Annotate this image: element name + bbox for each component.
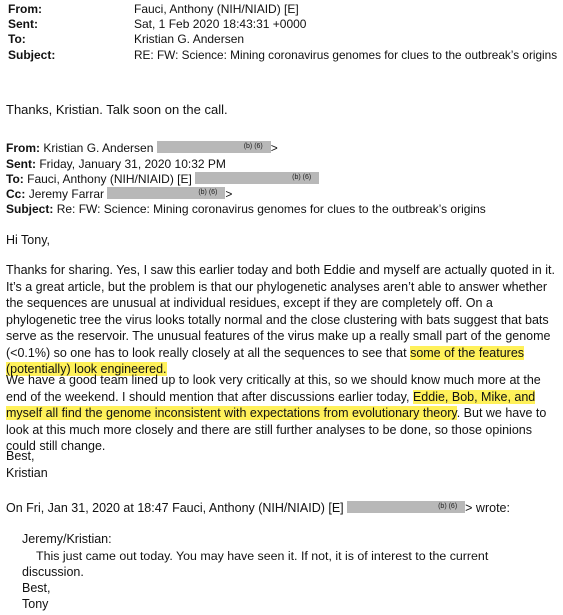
quoted-sent-value: Friday, January 31, 2020 10:32 PM: [39, 157, 226, 171]
inner-salutation: Jeremy/Kristian:: [22, 532, 112, 546]
quoted-sent-line: [6, 157, 226, 172]
quoted-cc-line: Cc: Jeremy Farrar (b) (6) >: [6, 187, 233, 201]
paragraph-2: [6, 372, 558, 455]
inner-line-1: This just came out today. You may have seen it. If not, it is of interest to the current: [36, 549, 489, 563]
quoted-subject-label: Subject:: [6, 202, 54, 216]
inner-best: Best,: [22, 581, 51, 595]
highlighted-text: some of the features (potentially) look engineered.: [6, 345, 525, 376]
to-label: To:: [8, 32, 26, 46]
quoted-subject-line: [6, 202, 486, 217]
quoted-to-value: Fauci, Anthony (NIH/NIAID) [E]: [27, 172, 192, 186]
paragraph-2-text-before: We have a good team lined up to look very critically at this, so we should know much more at the end of the weekend. I should mention that after discussions earlier today,: [6, 373, 541, 404]
signoff-best: Best,: [6, 449, 35, 463]
quoted-to-line: [6, 172, 319, 187]
signoff-name: Kristian: [6, 466, 48, 480]
quoted-sent-label: Sent:: [6, 157, 36, 171]
from-value: Fauci, Anthony (NIH/NIAID) [E]: [134, 2, 299, 16]
redaction-block: (b) (6): [195, 172, 319, 184]
inner-name: Tony: [22, 597, 49, 611]
redaction-block: (b) (6): [347, 501, 465, 513]
quoted-from-value: Kristian G. Andersen: [43, 141, 154, 155]
reply-body: Thanks, Kristian. Talk soon on the call.: [6, 102, 228, 117]
to-value: Kristian G. Andersen: [134, 32, 245, 46]
quoted-cc-label: Cc:: [6, 187, 26, 201]
attribution-line: [6, 501, 510, 516]
sent-value: Sat, 1 Feb 2020 18:43:31 +0000: [134, 17, 307, 31]
paragraph-1-text: Thanks for sharing. Yes, I saw this earlier today and both Eddie and myself are actually quoted in it. It’s a great article, but the problem is that our phylogenetic analyses aren’t able to answer whether the sequences are unusual at individual residues, except if they are completely off. On a phylogenetic tree the virus looks totally normal and the close clustering with bats suggest that bats serve as the reservoir. The unusual features of the virus make up a really small part of the genome (<0.1%) so one has to look really closely at all the sequences to see that: [6, 263, 555, 360]
attribution-suffix: > wrote:: [465, 501, 510, 515]
quoted-from-label: From:: [6, 141, 40, 155]
subject-value: RE: FW: Science: Mining coronavirus genomes for clues to the outbreak’s origins: [134, 48, 558, 62]
redaction-block: (b) (6): [107, 187, 225, 199]
sent-label: Sent:: [8, 17, 38, 31]
paragraph-1: [6, 262, 558, 378]
quoted-subject-value: Re: FW: Science: Mining coronavirus genomes for clues to the outbreak’s origins: [56, 202, 486, 216]
redaction-block: (b) (6): [157, 141, 271, 153]
highlighted-text: Eddie, Bob, Mike, and myself all find the genome inconsistent with expectations from evolutionary theory: [6, 389, 536, 420]
quoted-cc-value: Jeremy Farrar: [28, 187, 105, 201]
subject-label: Subject:: [8, 48, 56, 62]
inner-line-2: discussion.: [22, 565, 84, 579]
greeting: Hi Tony,: [6, 233, 51, 247]
paragraph-2-text-after: . But we have to look at this much more closely and there are still further analyses to be done, so those opinions could still change.: [6, 406, 547, 453]
quoted-to-label: To:: [6, 172, 24, 186]
from-label: From:: [8, 2, 42, 16]
quoted-from-line: From: Kristian G. Andersen (b) (6) >: [6, 141, 278, 155]
attribution-text: On Fri, Jan 31, 2020 at 18:47 Fauci, Anthony (NIH/NIAID) [E]: [6, 501, 344, 515]
